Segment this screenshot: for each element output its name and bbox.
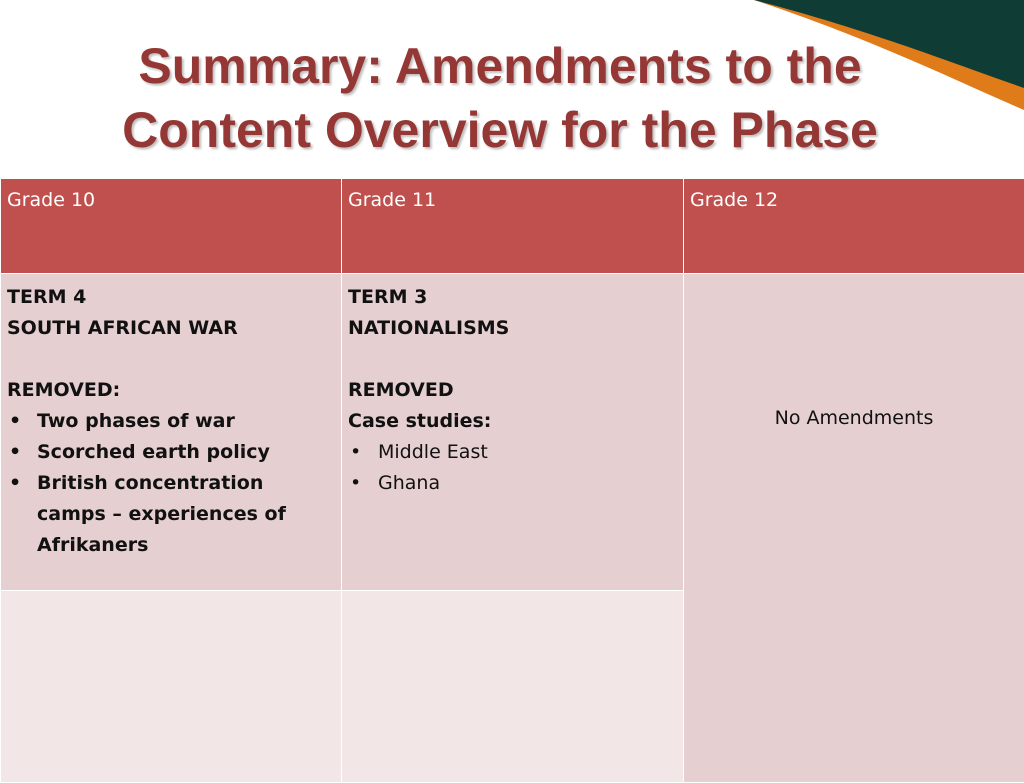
grade-10-term: TERM 4 bbox=[7, 282, 335, 313]
grade-11-cell bbox=[342, 274, 684, 591]
list-item: • Scorched earth policy bbox=[7, 437, 335, 468]
slide-title bbox=[0, 34, 1000, 162]
header-grade-10: Grade 10 bbox=[1, 179, 342, 274]
header-grade-12: Grade 12 bbox=[684, 179, 1024, 274]
list-item: • British concentration camps – experiences of Afrikaners bbox=[7, 468, 335, 561]
grade-11-term: TERM 3 bbox=[348, 282, 677, 313]
list-item: • Middle East bbox=[348, 437, 677, 468]
content-row bbox=[1, 274, 1024, 591]
title-line-1: Summary: Amendments to the bbox=[0, 34, 1000, 98]
header-row bbox=[1, 179, 1024, 274]
empty-cell bbox=[342, 591, 684, 783]
grade-10-cell bbox=[1, 274, 342, 591]
grade-11-removed-label: REMOVED bbox=[348, 375, 677, 406]
grade-10-topic: SOUTH AFRICAN WAR bbox=[7, 313, 335, 344]
header-grade-11: Grade 11 bbox=[342, 179, 684, 274]
grade-10-removed-list bbox=[7, 406, 335, 561]
grade-10-removed-label: REMOVED: bbox=[7, 375, 335, 406]
list-item: • Ghana bbox=[348, 468, 677, 499]
amendments-table bbox=[0, 178, 1024, 783]
grade-11-topic: NATIONALISMS bbox=[348, 313, 677, 344]
grade-11-case-studies-list bbox=[348, 437, 677, 499]
grade-12-cell bbox=[684, 274, 1024, 783]
grade-11-case-studies-label: Case studies: bbox=[348, 406, 677, 437]
list-item: • Two phases of war bbox=[7, 406, 335, 437]
empty-cell bbox=[1, 591, 342, 783]
grade-12-text: No Amendments bbox=[775, 407, 934, 429]
title-line-2: Content Overview for the Phase bbox=[0, 98, 1000, 162]
